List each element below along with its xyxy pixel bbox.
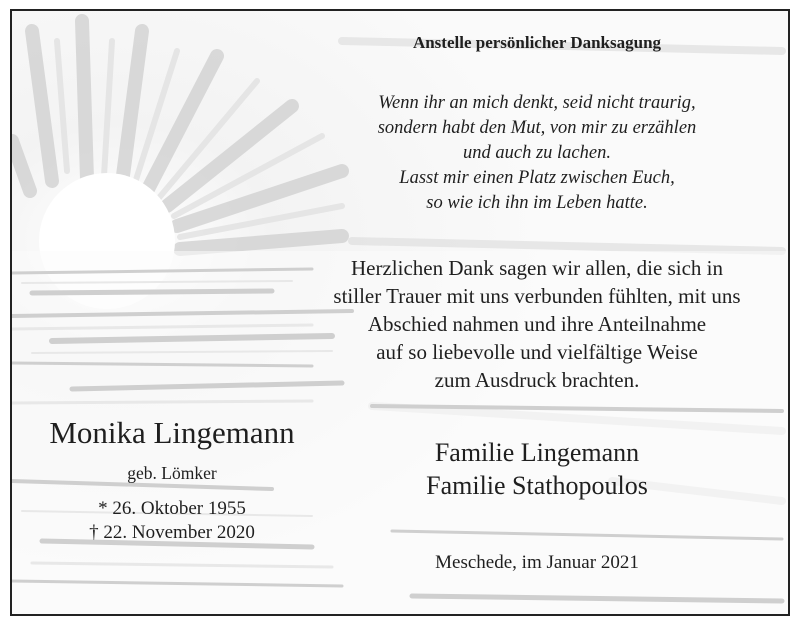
death-date: † 22. November 2020: [89, 522, 255, 543]
thanks-text: [297, 254, 777, 394]
thanks-line: auf so liebevolle und vielfältige Weise: [376, 340, 698, 364]
thanks-line: zum Ausdruck brachten.: [434, 368, 640, 392]
thanks-line: stiller Trauer mit uns verbunden fühlten, mit uns: [333, 284, 741, 308]
obituary-card: [10, 9, 790, 616]
poem-line: so wie ich ihn im Leben hatte.: [426, 193, 648, 213]
poem-line: sondern habt den Mut, von mir zu erzählen: [377, 118, 697, 138]
poem-line: Wenn ihr an mich denkt, seid nicht traurig,: [378, 93, 696, 113]
family-name: Familie Lingemann: [434, 438, 640, 467]
poem: [312, 91, 762, 216]
birth-name: geb. Lömker: [127, 463, 217, 483]
family-name: Familie Stathopoulos: [426, 471, 648, 500]
poem-line: Lasst mir einen Platz zwischen Euch,: [399, 168, 675, 188]
deceased-name: Monika Lingemann: [49, 415, 295, 450]
thanks-line: Abschied nahmen und ihre Anteilnahme: [367, 312, 707, 336]
heading: Anstelle persönlicher Danksagung: [412, 33, 662, 52]
family-signatures: [342, 436, 732, 502]
poem-line: und auch zu lachen.: [463, 143, 611, 163]
life-dates: [22, 497, 322, 545]
birth-date: * 26. Oktober 1955: [98, 498, 246, 519]
place-and-date: Meschede, im Januar 2021: [435, 552, 639, 573]
thanks-line: Herzlichen Dank sagen wir allen, die sich in: [350, 256, 724, 280]
